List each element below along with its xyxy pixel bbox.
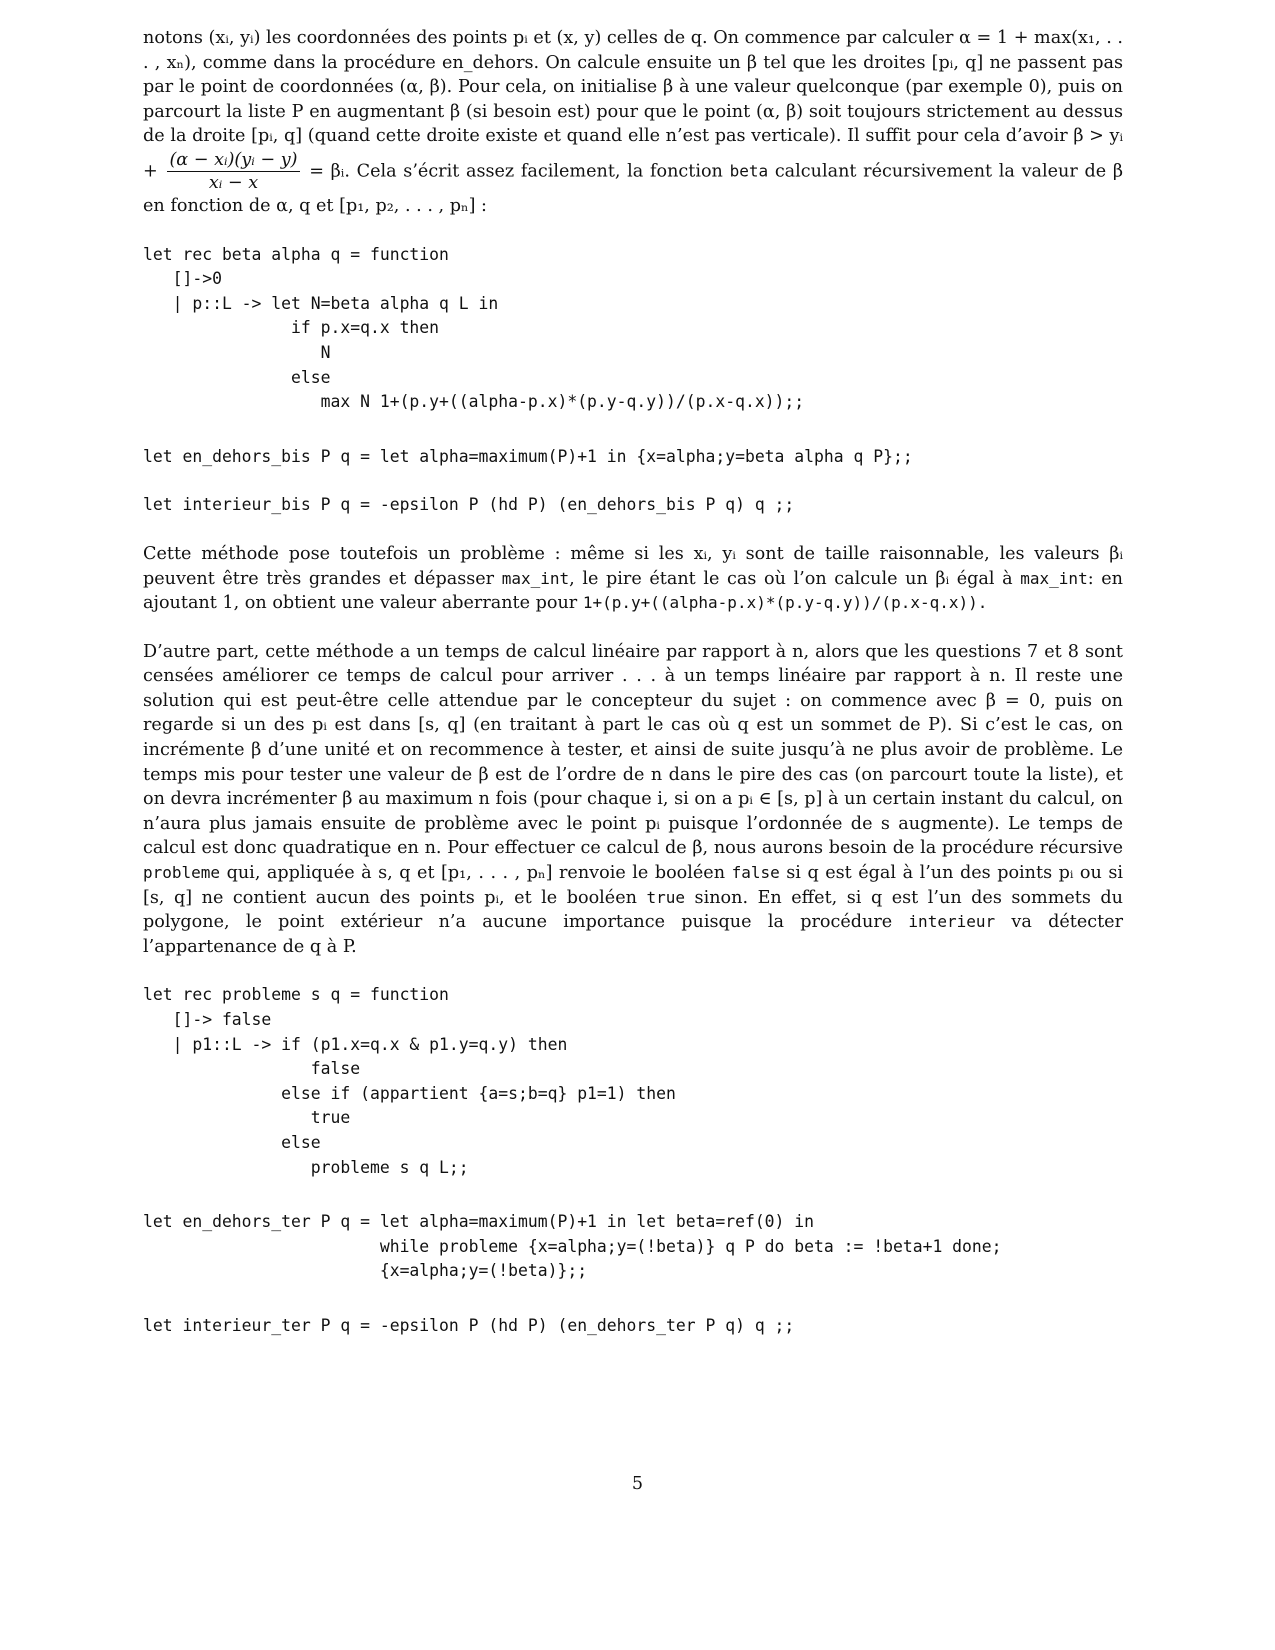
code-beta: let rec beta alpha q = function []->0 | p::L -> let N=beta alpha q L in if p.x=q.x then N else max N 1+(p.y+((alpha-p.x)*(p.y-q.y))/(p.x-q.x));; <box>143 244 805 412</box>
max-int-1: max_int <box>501 568 570 588</box>
para2-b: , le pire étant le cas où l’on calcule un βᵢ égal à <box>569 568 1013 589</box>
code-interieur-ter: let interieur_ter P q = -epsilon P (hd P) (en_dehors_ter P q) q ;; <box>143 1315 795 1335</box>
beta-function-name: beta <box>729 161 769 181</box>
page-number: 5 <box>631 1474 644 1494</box>
true-literal: true <box>646 887 686 907</box>
fraction-denominator: xᵢ − x <box>208 172 259 193</box>
code-interieur-bis: let interieur_bis P q = -epsilon P (hd P) (en_dehors_bis P q) q ;; <box>143 495 795 515</box>
paragraph-beta-method <box>143 26 1123 219</box>
false-literal: false <box>731 863 780 883</box>
aberrant-expression: 1+(p.y+((alpha-p.x)*(p.y-q.y))/(p.x-q.x)). <box>582 593 988 613</box>
code-en-dehors-bis: let en_dehors_bis P q = let alpha=maximum(P)+1 in {x=alpha;y=beta alpha q P};; <box>143 446 913 466</box>
para1-tail: calculant récursivement la valeur de β en fonction de α, q et [p₁, p₂, . . . , pₙ] : <box>143 161 1124 216</box>
para2-a: Cette méthode pose toutefois un problème : même si les xᵢ, yᵢ sont de taille raisonnable, les valeurs βᵢ peuvent être très grandes et dépasser <box>143 543 1123 589</box>
paragraph-overflow-problem <box>143 542 1123 616</box>
probleme-name: probleme <box>143 863 221 883</box>
interieur-name: interieur <box>908 912 996 932</box>
para3-b: qui, appliquée à s, q et [p₁, . . . , pₙ] renvoie le booléen <box>226 863 726 884</box>
para1-after-fraction: = βᵢ. Cela s’écrit assez facilement, la fonction <box>309 161 723 182</box>
para1-text: notons (xᵢ, yᵢ) les coordonnées des points pᵢ et (x, y) celles de q. On commence par calculer α = 1 + max(x₁, . . . , xₙ), comme dans la procédure en_dehors. On calcule ensuite un β tel que les droites [pᵢ, q] ne passent pas par le point de coordonnées (α, β). Pour cela, on initialise β à une valeur quelconque (par exemple 0), puis on parcourt la liste P en augmentant β (si besoin est) pour que le point (α, β) soit toujours strictement au dessus de la droite [pᵢ, q] (quand cette droite existe et quand elle n’est pas verticale). Il suffit pour cela d’avoir β > yᵢ + <box>143 28 1123 182</box>
para3-e: va détecter l’appartenance de q à P. <box>143 912 1124 957</box>
max-int-2: max_int <box>1020 568 1088 588</box>
paragraph-quadratic-method <box>143 640 1123 960</box>
code-en-dehors-ter: let en_dehors_ter P q = let alpha=maximum(P)+1 in let beta=ref(0) in while probleme {x=alpha;y=(!beta)} q P do beta := !beta+1 done; {x=alpha;y=(!beta)};; <box>143 1212 1002 1281</box>
fraction-numerator: (α − xᵢ)(yᵢ − y) <box>169 149 298 170</box>
para3-a: D’autre part, cette méthode a un temps de calcul linéaire par rapport à n, alors que les questions 7 et 8 sont censées améliorer ce temps de calcul pour arriver . . . à un temps linéaire par rapport à n. Il reste une solution qui est peut-être celle attendue par le concepteur du sujet : on commence avec β = 0, puis on regarde si un des pᵢ est dans [s, q] (en traitant à part le cas où q est un sommet de P). Si c’est le cas, on incrémente β d’une unité et on recommence à tester, et ainsi de suite jusqu’à ne plus avoir de problème. Le temps mis pour tester une valeur de β est de l’ordre de n dans le pire des cas (on parcourt toute la liste), et on devra incrémenter β au maximum n fois (pour chaque i, si on a pᵢ ∈ [s, p] à un certain instant du calcul, on n’aura plus jamais ensuite de problème avec le point pᵢ puisque l’ordonnée de s augmente). Le temps de calcul est donc quadratique en n. Pour effectuer ce calcul de β, nous aurons besoin de la procédure récursive <box>143 641 1123 859</box>
para3-d: sinon. En effet, si q est l’un des sommets du polygone, le point extérieur n’a aucune importance puisque la procédure <box>143 887 1124 933</box>
para2-c: : en ajoutant 1, on obtient une valeur aberrante pour <box>143 568 1123 614</box>
para3-c: si q est égal à l’un des points pᵢ ou si [s, q] ne contient aucun des points pᵢ, et le booléen <box>143 863 1124 908</box>
page-body <box>143 26 1123 1339</box>
code-probleme: let rec probleme s q = function []-> false | p1::L -> if (p1.x=q.x & p1.y=q.y) then false else if (appartient {a=s;b=q} p1=1) then true else probleme s q L;; <box>143 985 676 1177</box>
fraction <box>167 149 299 194</box>
